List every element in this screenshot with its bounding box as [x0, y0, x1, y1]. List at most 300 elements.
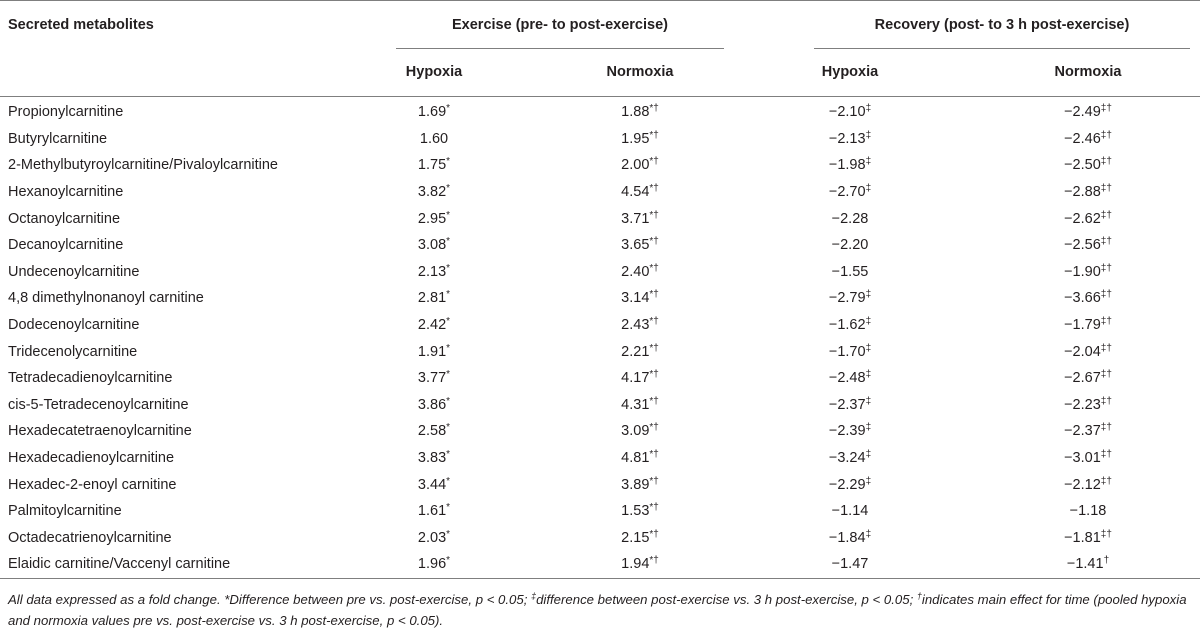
column-spacer [1168, 498, 1200, 525]
column-spacer [514, 285, 560, 312]
recovery-hypoxia-header: Hypoxia [821, 64, 879, 80]
footnote-text-1: All data expressed as a fold change. *Difference between pre vs. post-exercise, [8, 592, 476, 607]
exercise-normoxia-cell [560, 259, 720, 286]
recovery-normoxia-cell [1008, 152, 1168, 179]
table-row [0, 205, 1200, 232]
fold-change-value: −2.70 [828, 184, 866, 201]
column-spacer [514, 392, 560, 419]
exercise-hypoxia-cell [354, 126, 514, 153]
significance-marker: * [446, 422, 451, 434]
recovery-normoxia-cell [1008, 525, 1168, 552]
significance-marker: * [446, 449, 451, 461]
exercise-hypoxia-cell [354, 471, 514, 498]
exercise-normoxia-cell [560, 365, 720, 392]
exercise-normoxia-cell [560, 392, 720, 419]
exercise-hypoxia-header: Hypoxia [405, 64, 463, 80]
column-spacer [1168, 418, 1200, 445]
significance-marker: ‡† [1100, 209, 1112, 221]
column-spacer [514, 445, 560, 472]
exercise-hypoxia-cell [354, 232, 514, 259]
fold-change-value: −2.49 [1064, 104, 1101, 121]
column-spacer [514, 418, 560, 445]
fold-change-value: 2.95 [417, 210, 447, 227]
metabolite-name: Elaidic carnitine/Vaccenyl carnitine [8, 556, 231, 573]
significance-marker: * [446, 262, 451, 274]
recovery-hypoxia-cell [770, 285, 930, 312]
exercise-normoxia-cell [560, 551, 720, 578]
fold-change-value: −2.79 [828, 290, 866, 307]
column-spacer [514, 525, 560, 552]
exercise-hypoxia-cell [354, 259, 514, 286]
exercise-hypoxia-cell [354, 551, 514, 578]
metabolite-name: Propionylcarnitine [8, 104, 124, 121]
fold-change-value: −2.04 [1064, 343, 1101, 360]
fold-change-value: 3.82 [417, 184, 447, 201]
column-spacer [1168, 338, 1200, 365]
column-spacer [514, 471, 560, 498]
column-spacer [1168, 365, 1200, 392]
fold-change-value: 1.91 [417, 343, 447, 360]
column-spacer [514, 498, 560, 525]
exercise-normoxia-cell [560, 232, 720, 259]
fold-change-value: −1.55 [831, 263, 869, 280]
exercise-normoxia-cell [560, 99, 720, 126]
column-spacer [930, 338, 1008, 365]
recovery-hypoxia-cell [770, 126, 930, 153]
significance-marker: ‡ [865, 449, 872, 461]
column-spacer [514, 99, 560, 126]
recovery-normoxia-cell [1008, 126, 1168, 153]
column-spacer [1168, 179, 1200, 206]
column-spacer [1168, 312, 1200, 339]
significance-marker: ‡ [865, 183, 872, 195]
metabolite-name: Octanoylcarnitine [8, 210, 121, 227]
fold-change-value: −2.12 [1064, 476, 1101, 493]
recovery-normoxia-cell [1008, 312, 1168, 339]
recovery-hypoxia-cell [770, 525, 930, 552]
recovery-normoxia-cell [1008, 285, 1168, 312]
fold-change-value: 2.43 [621, 317, 650, 334]
significance-marker: *† [649, 422, 659, 434]
metabolite-name: 2-Methylbutyroylcarnitine/Pivaloylcarnitine [8, 157, 278, 174]
significance-marker: ‡† [1100, 422, 1112, 434]
fold-change-value: 3.65 [621, 237, 650, 254]
significance-marker: ‡† [1100, 395, 1112, 407]
fold-change-value: −1.81 [1064, 529, 1101, 546]
table-row [0, 525, 1200, 552]
column-spacer [720, 126, 770, 153]
recovery-hypoxia-cell [770, 392, 930, 419]
recovery-normoxia-cell [1008, 179, 1168, 206]
significance-marker: ‡† [1100, 475, 1112, 487]
footnote-text-2: < 0.05; [483, 592, 532, 607]
significance-marker: * [446, 103, 451, 115]
fold-change-value: 2.42 [417, 317, 447, 334]
significance-marker: *† [649, 502, 659, 514]
column-spacer [720, 525, 770, 552]
column-spacer [514, 205, 560, 232]
footnote-p-1: p [475, 592, 484, 607]
column-spacer [720, 365, 770, 392]
recovery-normoxia-cell [1008, 259, 1168, 286]
fold-change-value: −2.13 [828, 130, 866, 147]
fold-change-value: 3.77 [417, 370, 447, 387]
significance-marker: * [446, 555, 451, 567]
column-spacer [720, 471, 770, 498]
column-spacer [1168, 285, 1200, 312]
column-spacer [514, 152, 560, 179]
fold-change-value: 1.69 [417, 104, 447, 121]
column-spacer [1168, 259, 1200, 286]
significance-marker: *† [649, 528, 659, 540]
significance-marker: ‡ [865, 475, 872, 487]
significance-marker: ‡† [1100, 316, 1112, 328]
column-spacer [720, 259, 770, 286]
table-row [0, 285, 1200, 312]
column-spacer [720, 285, 770, 312]
fold-change-value: 1.60 [419, 130, 449, 147]
exercise-group-header: Exercise (pre- to post-exercise) [452, 17, 668, 33]
metabolite-name: Hexanoylcarnitine [8, 184, 124, 201]
fold-change-value: 2.13 [417, 263, 447, 280]
fold-change-value: 3.14 [621, 290, 650, 307]
significance-marker: ‡† [1100, 262, 1112, 274]
column-spacer [930, 312, 1008, 339]
fold-change-value: 2.58 [417, 423, 447, 440]
fold-change-value: 1.61 [417, 503, 447, 520]
fold-change-value: −1.79 [1064, 317, 1101, 334]
significance-marker: ‡† [1100, 129, 1112, 141]
exercise-hypoxia-cell [354, 525, 514, 552]
column-spacer [720, 232, 770, 259]
exercise-normoxia-cell [560, 471, 720, 498]
exercise-hypoxia-cell [354, 312, 514, 339]
fold-change-value: 1.95 [621, 130, 650, 147]
recovery-hypoxia-cell [770, 232, 930, 259]
significance-marker: ‡† [1100, 449, 1112, 461]
column-spacer [720, 418, 770, 445]
table-row [0, 152, 1200, 179]
exercise-normoxia-cell [560, 498, 720, 525]
top-rule [0, 0, 1200, 1]
significance-marker: *† [649, 103, 659, 115]
column-spacer [514, 312, 560, 339]
column-spacer [514, 232, 560, 259]
fold-change-value: −2.50 [1064, 157, 1101, 174]
recovery-hypoxia-cell [770, 259, 930, 286]
fold-change-value: −1.70 [828, 343, 866, 360]
significance-marker: * [446, 342, 451, 354]
column-spacer [720, 312, 770, 339]
fold-change-value: −3.24 [828, 450, 866, 467]
recovery-group-header: Recovery (post- to 3 h post-exercise) [874, 17, 1130, 33]
metabolite-name: Palmitoylcarnitine [8, 503, 122, 520]
significance-marker: * [446, 502, 451, 514]
fold-change-value: −1.14 [831, 503, 869, 520]
significance-marker: ‡† [1100, 103, 1112, 115]
significance-marker: ‡† [1100, 183, 1112, 195]
column-spacer [514, 365, 560, 392]
footnote-text-4: < 0.05; [868, 592, 917, 607]
column-spacer [720, 445, 770, 472]
column-spacer [514, 338, 560, 365]
column-spacer [930, 498, 1008, 525]
recovery-hypoxia-cell [770, 205, 930, 232]
fold-change-value: 3.71 [621, 210, 650, 227]
recovery-normoxia-cell [1008, 338, 1168, 365]
exercise-normoxia-cell [560, 418, 720, 445]
recovery-hypoxia-cell [770, 551, 930, 578]
table-row [0, 232, 1200, 259]
recovery-hypoxia-cell [770, 498, 930, 525]
metabolite-name: Hexadecadienoylcarnitine [8, 450, 175, 467]
recovery-hypoxia-cell [770, 471, 930, 498]
table-row [0, 338, 1200, 365]
recovery-normoxia-cell [1008, 232, 1168, 259]
significance-marker: ‡† [1100, 528, 1112, 540]
fold-change-value: −1.47 [831, 556, 869, 573]
metabolite-name: Octadecatrienoylcarnitine [8, 529, 172, 546]
exercise-hypoxia-cell [354, 445, 514, 472]
significance-marker: *† [649, 475, 659, 487]
fold-change-value: 1.94 [621, 556, 650, 573]
recovery-normoxia-header: Normoxia [1054, 64, 1122, 80]
fold-change-value: 2.81 [417, 290, 447, 307]
fold-change-value: 3.89 [621, 476, 650, 493]
table-row [0, 179, 1200, 206]
column-spacer [1168, 551, 1200, 578]
column-spacer [514, 126, 560, 153]
exercise-hypoxia-cell [354, 205, 514, 232]
exercise-hypoxia-cell [354, 179, 514, 206]
metabolite-name: Hexadec-2-enoyl carnitine [8, 476, 177, 493]
column-spacer [930, 445, 1008, 472]
fold-change-value: −2.62 [1064, 210, 1101, 227]
significance-marker: * [446, 236, 451, 248]
table-row [0, 498, 1200, 525]
table-row [0, 312, 1200, 339]
recovery-hypoxia-cell [770, 445, 930, 472]
significance-marker: * [446, 395, 451, 407]
fold-change-value: 3.44 [417, 476, 447, 493]
exercise-hypoxia-cell [354, 285, 514, 312]
column-spacer [930, 551, 1008, 578]
fold-change-value: −1.84 [828, 529, 866, 546]
exercise-hypoxia-cell [354, 152, 514, 179]
significance-marker: *† [649, 369, 659, 381]
column-spacer [930, 365, 1008, 392]
significance-marker: ‡† [1100, 369, 1112, 381]
significance-marker: *† [649, 156, 659, 168]
significance-marker: ‡ [865, 369, 872, 381]
table-body [0, 99, 1200, 578]
metabolite-column-header: Secreted metabolites [8, 17, 154, 33]
column-spacer [720, 338, 770, 365]
exercise-hypoxia-cell [354, 365, 514, 392]
column-spacer [1168, 126, 1200, 153]
recovery-hypoxia-cell [770, 338, 930, 365]
recovery-hypoxia-cell [770, 99, 930, 126]
metabolite-name: Tetradecadienoylcarnitine [8, 370, 173, 387]
recovery-normoxia-cell [1008, 99, 1168, 126]
table-row [0, 418, 1200, 445]
column-spacer [930, 418, 1008, 445]
table-row [0, 392, 1200, 419]
fold-change-value: 1.75 [417, 157, 447, 174]
metabolite-name: Tridecenolycarnitine [8, 343, 138, 360]
table-row [0, 365, 1200, 392]
significance-marker: *† [649, 342, 659, 354]
significance-marker: † [1103, 555, 1110, 567]
recovery-normoxia-cell [1008, 498, 1168, 525]
exercise-hypoxia-cell [354, 338, 514, 365]
significance-marker: ‡ [865, 129, 872, 141]
column-spacer [930, 471, 1008, 498]
fold-change-value: −3.66 [1064, 290, 1101, 307]
column-spacer [720, 498, 770, 525]
fold-change-value: −1.18 [1069, 503, 1107, 520]
header-rule [0, 96, 1200, 97]
significance-marker: * [446, 475, 451, 487]
recovery-normoxia-cell [1008, 471, 1168, 498]
significance-marker: *† [649, 289, 659, 301]
fold-change-value: −3.01 [1064, 450, 1101, 467]
column-spacer [720, 179, 770, 206]
significance-marker: ‡ [865, 289, 872, 301]
fold-change-value: −2.28 [831, 210, 869, 227]
fold-change-value: −2.46 [1064, 130, 1101, 147]
significance-marker: *† [649, 395, 659, 407]
metabolite-name: Butyrylcarnitine [8, 130, 108, 147]
exercise-normoxia-cell [560, 338, 720, 365]
footnote-p-3: p [386, 613, 395, 628]
fold-change-value: 2.00 [621, 157, 650, 174]
table-row [0, 551, 1200, 578]
bottom-rule [0, 578, 1200, 579]
fold-change-value: 1.96 [417, 556, 447, 573]
column-spacer [930, 259, 1008, 286]
recovery-hypoxia-cell [770, 179, 930, 206]
table-row [0, 126, 1200, 153]
column-spacer [514, 259, 560, 286]
fold-change-value: 4.31 [621, 396, 650, 413]
column-spacer [930, 232, 1008, 259]
recovery-normoxia-cell [1008, 205, 1168, 232]
column-spacer [1168, 232, 1200, 259]
fold-change-value: −1.62 [828, 317, 866, 334]
exercise-normoxia-cell [560, 285, 720, 312]
fold-change-value: 4.54 [621, 184, 650, 201]
column-spacer [1168, 99, 1200, 126]
recovery-normoxia-cell [1008, 445, 1168, 472]
exercise-normoxia-cell [560, 152, 720, 179]
column-spacer [930, 126, 1008, 153]
column-spacer [930, 205, 1008, 232]
significance-marker: ‡ [865, 528, 872, 540]
fold-change-value: 2.40 [621, 263, 650, 280]
column-spacer [930, 525, 1008, 552]
column-spacer [1168, 471, 1200, 498]
column-spacer [1168, 205, 1200, 232]
significance-marker: ‡† [1100, 156, 1112, 168]
significance-marker: * [446, 528, 451, 540]
fold-change-value: −2.39 [828, 423, 866, 440]
significance-marker: * [446, 289, 451, 301]
exercise-normoxia-cell [560, 525, 720, 552]
column-spacer [514, 551, 560, 578]
fold-change-value: −2.37 [828, 396, 866, 413]
column-spacer [720, 392, 770, 419]
fold-change-value: −2.67 [1064, 370, 1101, 387]
fold-change-value: −1.90 [1064, 263, 1101, 280]
column-spacer [720, 551, 770, 578]
significance-marker: *† [649, 183, 659, 195]
recovery-hypoxia-cell [770, 312, 930, 339]
significance-marker: ‡ [865, 156, 872, 168]
fold-change-value: −2.29 [828, 476, 866, 493]
significance-marker: ‡† [1100, 236, 1112, 248]
metabolite-name: Decanoylcarnitine [8, 237, 124, 254]
fold-change-value: −2.88 [1064, 184, 1101, 201]
recovery-hypoxia-cell [770, 418, 930, 445]
significance-marker: ‡ [865, 395, 872, 407]
table-footnote [8, 589, 1193, 631]
fold-change-value: −1.41 [1066, 556, 1104, 573]
exercise-normoxia-cell [560, 312, 720, 339]
column-spacer [1168, 392, 1200, 419]
recovery-hypoxia-cell [770, 152, 930, 179]
significance-marker: ‡ [865, 342, 872, 354]
column-spacer [720, 205, 770, 232]
column-spacer [930, 179, 1008, 206]
column-spacer [930, 152, 1008, 179]
significance-marker: *† [649, 209, 659, 221]
significance-marker: * [446, 156, 451, 168]
recovery-hypoxia-cell [770, 365, 930, 392]
significance-marker: *† [649, 449, 659, 461]
column-spacer [720, 152, 770, 179]
fold-change-value: 3.86 [417, 396, 447, 413]
fold-change-value: 3.83 [417, 450, 447, 467]
exercise-hypoxia-cell [354, 418, 514, 445]
significance-marker: *† [649, 236, 659, 248]
fold-change-value: −2.23 [1064, 396, 1101, 413]
footnote-text-3: difference between post-exercise vs. 3 h post-exercise, [536, 592, 862, 607]
metabolite-name: Dodecenoylcarnitine [8, 317, 140, 334]
exercise-normoxia-cell [560, 126, 720, 153]
fold-change-value: 2.21 [621, 343, 650, 360]
fold-change-value: 2.15 [621, 529, 650, 546]
column-spacer [930, 99, 1008, 126]
exercise-normoxia-cell [560, 205, 720, 232]
fold-change-value: 4.17 [621, 370, 650, 387]
significance-marker: * [446, 209, 451, 221]
table-row [0, 259, 1200, 286]
column-spacer [930, 285, 1008, 312]
column-spacer [1168, 525, 1200, 552]
fold-change-value: −2.20 [831, 237, 869, 254]
exercise-normoxia-cell [560, 179, 720, 206]
footnote-dagger: † [916, 591, 922, 601]
significance-marker: ‡ [865, 422, 872, 434]
fold-change-value: 3.09 [621, 423, 650, 440]
fold-change-value: 1.88 [621, 104, 650, 121]
significance-marker: * [446, 316, 451, 328]
column-spacer [720, 99, 770, 126]
fold-change-value: 1.53 [621, 503, 650, 520]
significance-marker: *† [649, 129, 659, 141]
fold-change-value: −2.10 [828, 104, 866, 121]
